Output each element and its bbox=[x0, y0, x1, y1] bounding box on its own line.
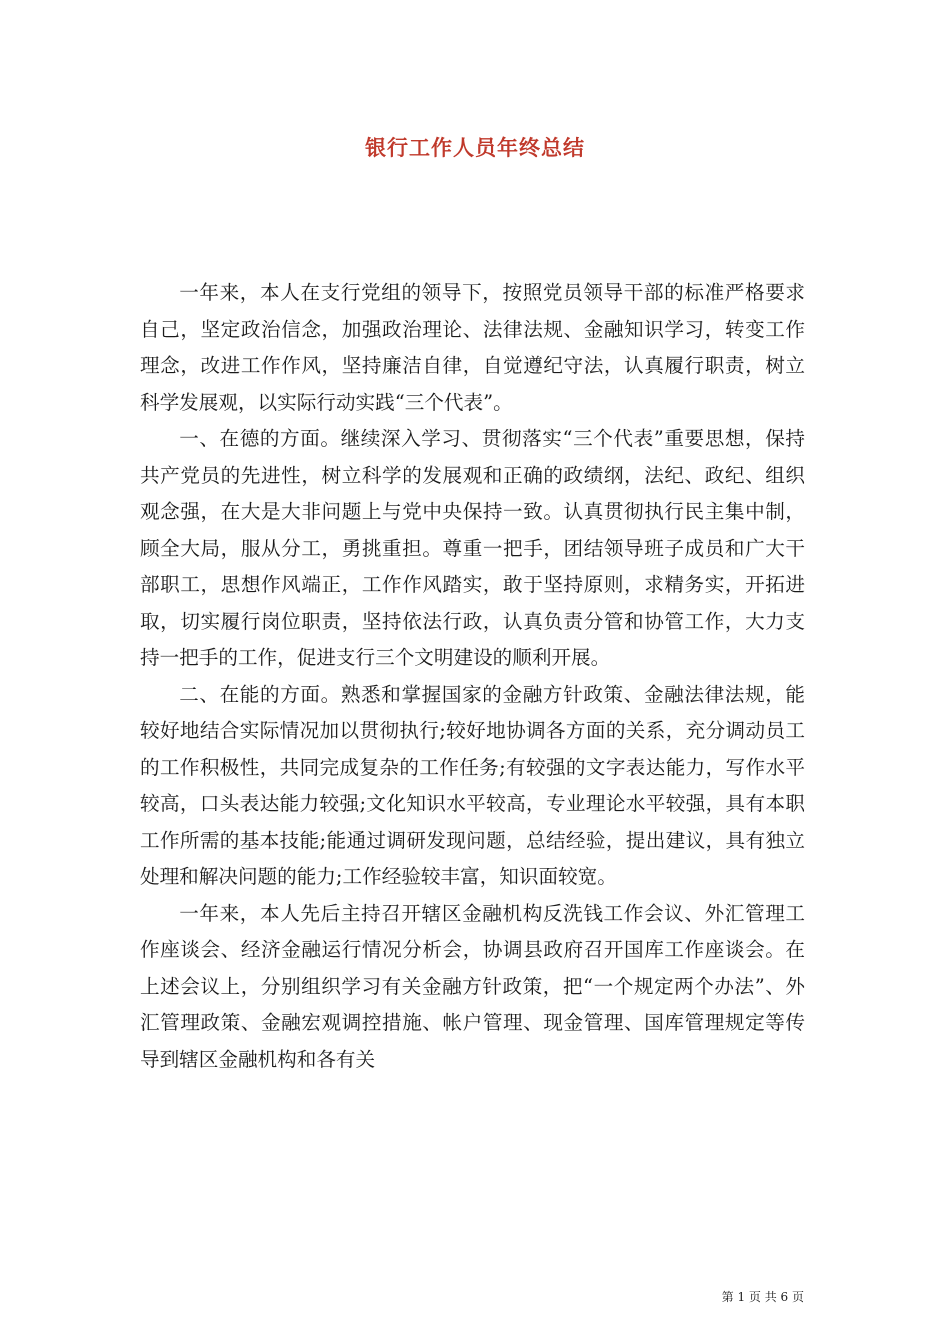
page-number-footer: 第 1 页 共 6 页 bbox=[721, 1290, 804, 1304]
paragraph-ability: 二、在能的方面。熟悉和掌握国家的金融方针政策、金融法律法规，能较好地结合实际情况加以贯彻执行;较好地协调各方面的关系，充分调动员工的工作积极性，共同完成复杂的工作任务;有较强的文字表达能力，写作水平较高，口头表达能力较强;文化知识水平较高，专业理论水平较强，具有本职工作所需的基本技能;能通过调研发现问题，总结经验，提出建议，具有独立处理和解决问题的能力;工作经验较丰富，知识面较宽。 bbox=[140, 682, 805, 888]
paragraph-intro: 一年来，本人在支行党组的领导下，按照党员领导干部的标准严格要求自己，坚定政治信念，加强政治理论、法律法规、金融知识学习，转变工作理念，改进工作作风，坚持廉洁自律，自觉遵纪守法，认真履行职责，树立科学发展观，以实际行动实践“三个代表”。 bbox=[140, 281, 805, 414]
document-body bbox=[140, 275, 805, 1078]
document-title: 银行工作人员年终总结 bbox=[365, 136, 585, 160]
paragraph-morality: 一、在德的方面。继续深入学习、贯彻落实“三个代表”重要思想，保持共产党员的先进性，树立科学的发展观和正确的政绩纲，法纪、政纪、组织观念强，在大是大非问题上与党中央保持一致。认真贯彻执行民主集中制，顾全大局，服从分工，勇挑重担。尊重一把手，团结领导班子成员和广大干部职工，思想作风端正，工作作风踏实，敢于坚持原则，求精务实，开拓进取，切实履行岗位职责，坚持依法行政，认真负责分管和协管工作，大力支持一把手的工作，促进支行三个文明建设的顺利开展。 bbox=[140, 427, 805, 669]
paragraph-meetings: 一年来，本人先后主持召开辖区金融机构反洗钱工作会议、外汇管理工作座谈会、经济金融运行情况分析会，协调县政府召开国库工作座谈会。在上述会议上，分别组织学习有关金融方针政策，把“一个规定两个办法”、外汇管理政策、金融宏观调控措施、帐户管理、现金管理、国库管理规定等传导到辖区金融机构和各有关 bbox=[140, 901, 805, 1071]
